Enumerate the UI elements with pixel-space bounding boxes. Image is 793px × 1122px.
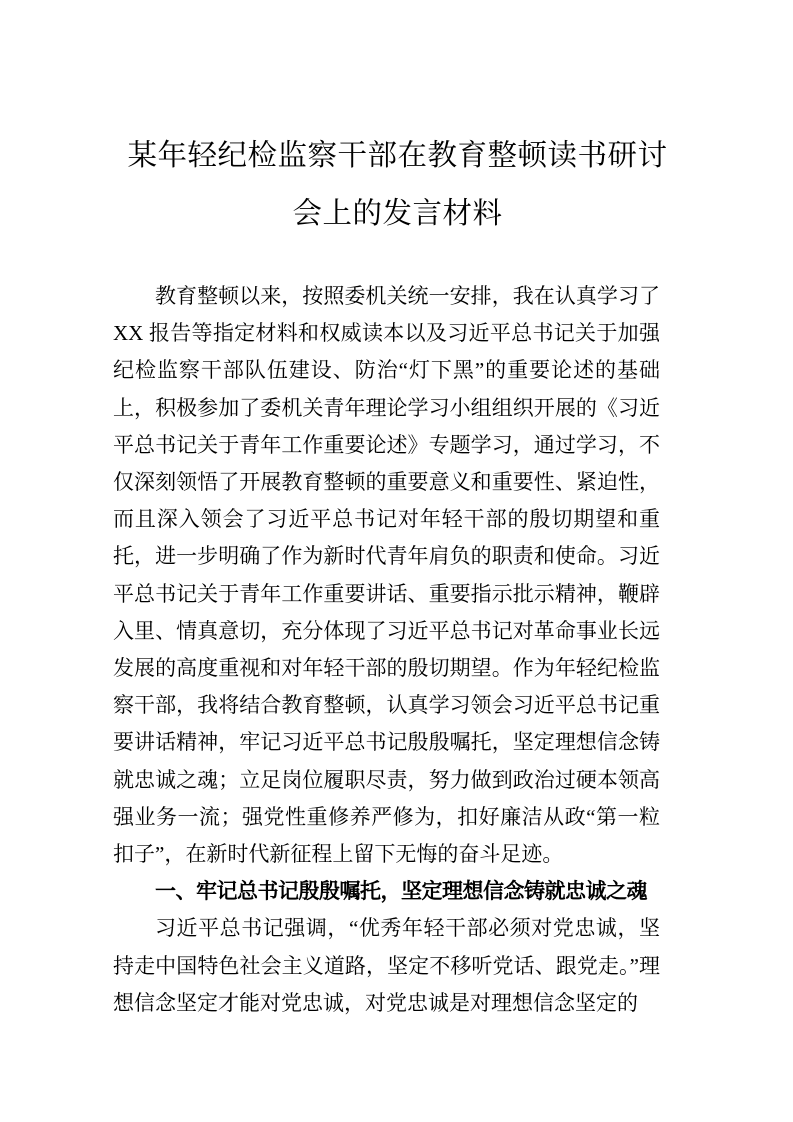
- document-title-line-1: 某年轻纪检监察干部在教育整顿读书研讨: [127, 140, 668, 172]
- document-title-line-2: 会上的发言材料: [292, 198, 503, 230]
- section1-paragraph: 习近平总书记强调，“优秀年轻干部必须对党忠诚，坚持走中国特色社会主义道路，坚定不移听党话、跟党走。”理想信念坚定才能对党忠诚，对党忠诚是对理想信念坚定的: [113, 916, 660, 1015]
- document-body: [113, 278, 660, 1022]
- section1-heading: 一、牢记总书记殷殷嘱托，坚定理想信念铸就忠诚之魂: [155, 880, 647, 904]
- intro-paragraph: 教育整顿以来，按照委机关统一安排，我在认真学习了XX 报告等指定材料和权威读本以及习近平总书记关于加强纪检监察干部队伍建设、防治“灯下黑”的重要论述的基础上，积极参加了委机关青年理论学习小组组织开展的《习近平总书记关于青年工作重要论述》专题学习，通过学习，不仅深刻领悟了开展教育整顿的重要意义和重要性、紧迫性，而且深入领会了习近平总书记对年轻干部的殷切期望和重托，进一步明确了作为新时代青年肩负的职责和使命。习近平总书记关于青年工作重要讲话、重要指示批示精神，鞭辟入里、情真意切，充分体现了习近平总书记对革命事业长远发展的高度重视和对年轻干部的殷切期望。作为年轻纪检监察干部，我将结合教育整顿，认真学习领会习近平总书记重要讲话精神，牢记习近平总书记殷殷嘱托，坚定理想信念铸就忠诚之魂；立足岗位履职尽责，努力做到政治过硬本领高强业务一流；强党性重修养严修为，扣好廉洁从政“第一粒扣子”，在新时代新征程上留下无悔的奋斗足迹。: [113, 284, 660, 867]
- document-title: [113, 0, 682, 243]
